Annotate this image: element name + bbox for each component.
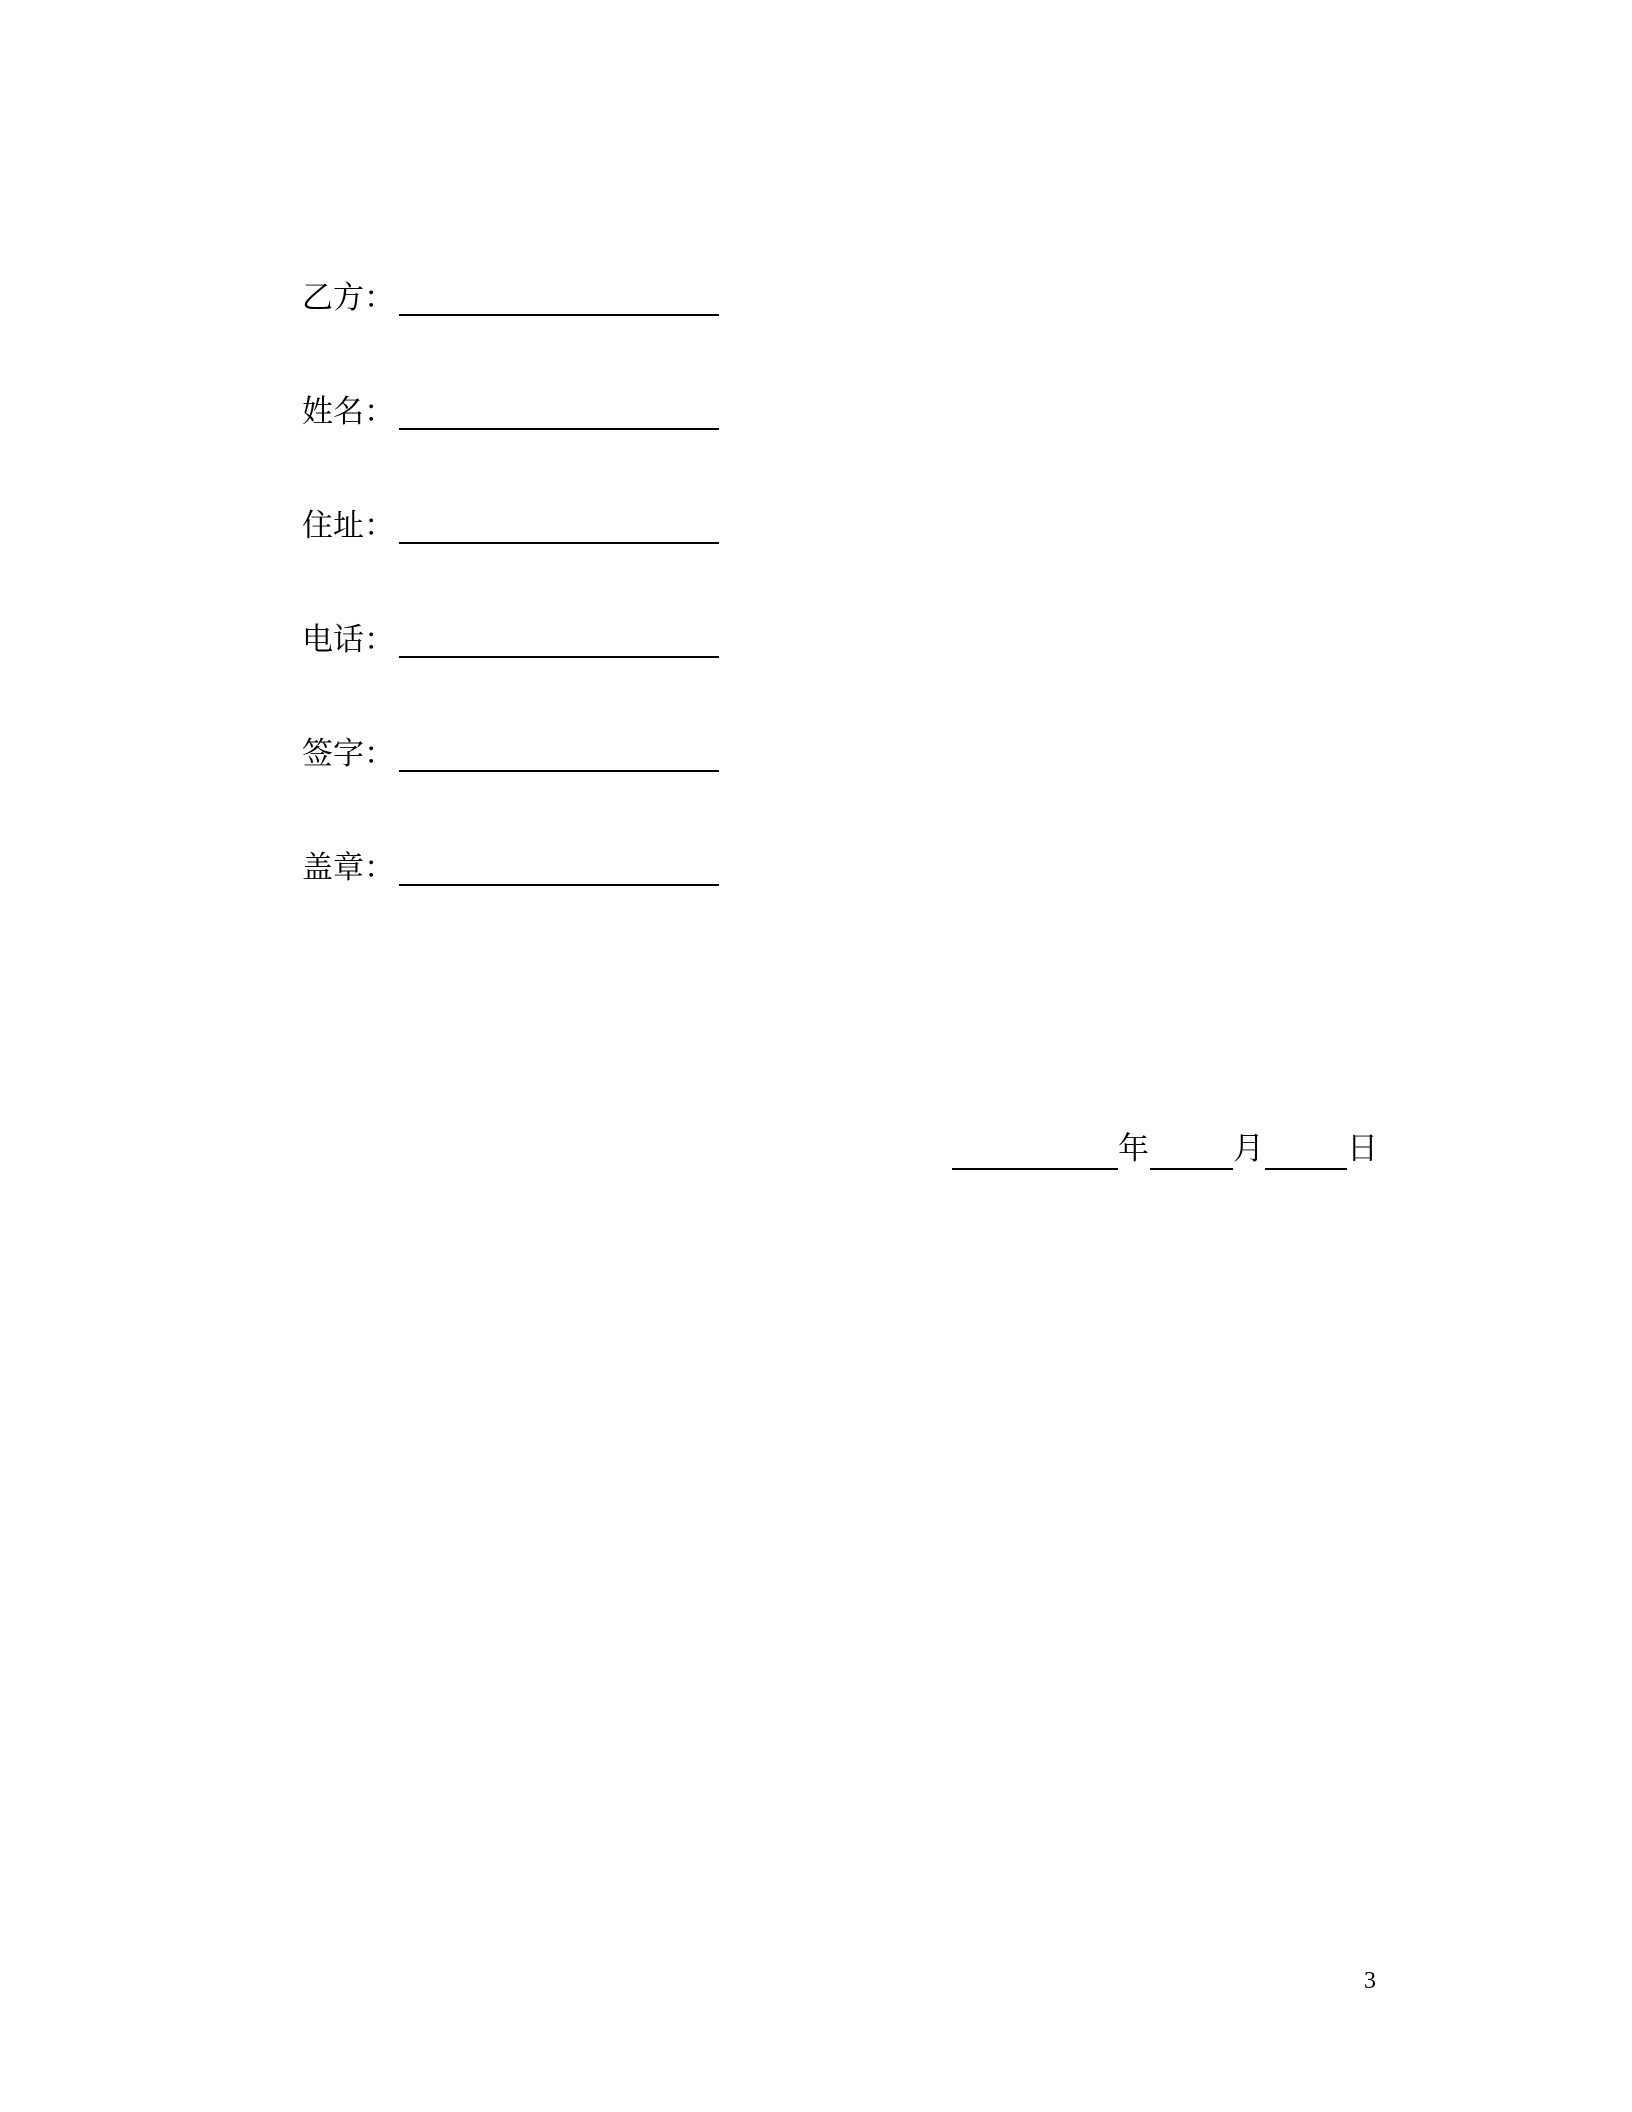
month-label: 月 bbox=[1233, 1131, 1264, 1167]
year-blank-line bbox=[952, 1168, 1118, 1170]
blank-line bbox=[399, 656, 719, 658]
year-label: 年 bbox=[1118, 1131, 1149, 1167]
blank-line bbox=[399, 770, 719, 772]
field-phone bbox=[302, 620, 722, 670]
field-name bbox=[302, 392, 722, 442]
field-label: 乙方： bbox=[302, 280, 395, 316]
field-label: 住址： bbox=[302, 508, 395, 544]
page-number: 3 bbox=[1364, 1968, 1376, 1994]
day-blank-line bbox=[1265, 1168, 1347, 1170]
day-label: 日 bbox=[1347, 1131, 1378, 1167]
field-label: 电话： bbox=[302, 622, 395, 658]
blank-line bbox=[399, 884, 719, 886]
field-address bbox=[302, 506, 722, 556]
field-label: 签字： bbox=[302, 736, 395, 772]
field-signature bbox=[302, 734, 722, 784]
field-seal bbox=[302, 848, 722, 898]
blank-line bbox=[399, 314, 719, 316]
field-party-b bbox=[302, 278, 722, 328]
field-label: 姓名： bbox=[302, 394, 395, 430]
field-label: 盖章： bbox=[302, 850, 395, 886]
month-blank-line bbox=[1150, 1168, 1233, 1170]
blank-line bbox=[399, 428, 719, 430]
blank-line bbox=[399, 542, 719, 544]
